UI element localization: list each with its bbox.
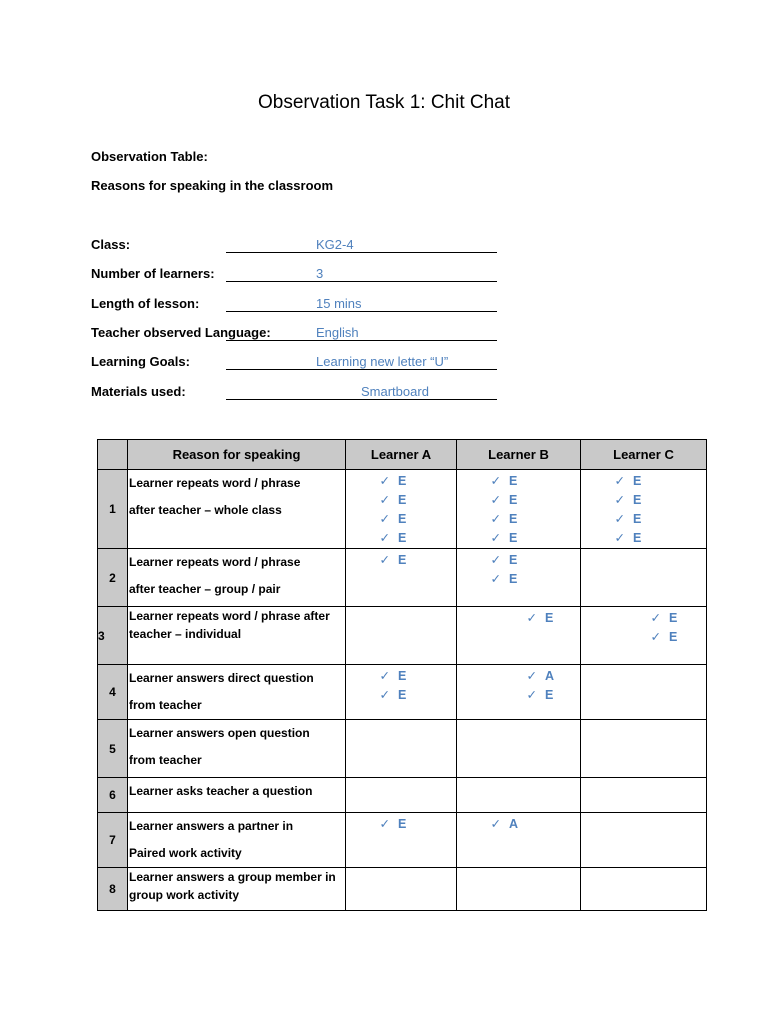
reason-line: teacher – individual xyxy=(129,627,242,641)
table-row xyxy=(98,778,707,813)
learner-b-cell xyxy=(457,549,581,607)
learner-c-cell xyxy=(581,778,707,813)
row-number: 3 xyxy=(98,607,128,665)
learner-c-cell xyxy=(581,470,707,549)
check-icon: ✓ xyxy=(526,688,537,702)
field-label: Number of learners: xyxy=(91,266,215,281)
mark-entry xyxy=(457,667,580,686)
row-number: 6 xyxy=(98,778,128,813)
mark-entry xyxy=(457,510,580,529)
learner-a-cell xyxy=(346,549,457,607)
learner-a-cell xyxy=(346,665,457,720)
field-underline xyxy=(226,265,497,282)
row-number: 7 xyxy=(98,813,128,868)
check-icon: ✓ xyxy=(490,493,501,507)
field-value: Smartboard xyxy=(361,384,429,399)
mark-entry xyxy=(581,472,706,491)
mark-entry xyxy=(581,609,706,628)
reason-cell xyxy=(128,720,346,778)
check-icon: ✓ xyxy=(490,474,501,488)
learner-b-cell xyxy=(457,778,581,813)
reason-line: from teacher xyxy=(129,698,202,712)
mark-value: E xyxy=(633,474,642,488)
row-number: 2 xyxy=(98,549,128,607)
check-icon: ✓ xyxy=(490,531,501,545)
reason-line: Learner repeats word / phrase xyxy=(129,476,301,490)
mark-value: E xyxy=(509,512,518,526)
mark-value: E xyxy=(633,531,642,545)
field-label: Teacher observed Language: xyxy=(91,325,271,340)
reason-cell xyxy=(128,665,346,720)
reason-line: Learner answers a group member in xyxy=(129,870,336,884)
mark-value: E xyxy=(669,611,678,625)
check-icon: ✓ xyxy=(526,611,537,625)
learner-b-cell xyxy=(457,665,581,720)
learner-a-cell xyxy=(346,607,457,665)
check-icon: ✓ xyxy=(614,474,625,488)
learner-a-cell xyxy=(346,868,457,911)
mark-value: E xyxy=(398,553,407,567)
mark-entry xyxy=(457,570,580,589)
mark-value: E xyxy=(633,493,642,507)
mark-entry xyxy=(457,472,580,491)
learner-b-cell xyxy=(457,868,581,911)
check-icon: ✓ xyxy=(526,669,537,683)
check-icon: ✓ xyxy=(614,531,625,545)
mark-entry xyxy=(581,510,706,529)
mark-entry xyxy=(581,628,706,647)
mark-value: A xyxy=(509,817,519,831)
mark-value: E xyxy=(509,572,518,586)
mark-entry xyxy=(581,529,706,548)
reason-line: after teacher – group / pair xyxy=(129,582,281,596)
learner-c-cell xyxy=(581,813,707,868)
check-icon: ✓ xyxy=(379,512,390,526)
learner-c-cell xyxy=(581,665,707,720)
mark-entry xyxy=(346,686,456,705)
learner-a-cell xyxy=(346,720,457,778)
mark-entry xyxy=(346,529,456,548)
table-row xyxy=(98,665,707,720)
reason-line: Paired work activity xyxy=(129,846,242,860)
header-number xyxy=(98,440,128,470)
check-icon: ✓ xyxy=(490,817,501,831)
mark-entry xyxy=(581,491,706,510)
reason-line: after teacher – whole class xyxy=(129,503,282,517)
mark-value: E xyxy=(509,553,518,567)
check-icon: ✓ xyxy=(379,553,390,567)
learner-b-cell xyxy=(457,607,581,665)
reason-line: Learner answers open question xyxy=(129,726,310,740)
check-icon: ✓ xyxy=(379,531,390,545)
reason-line: group work activity xyxy=(129,888,240,902)
row-number: 8 xyxy=(98,868,128,911)
check-icon: ✓ xyxy=(379,817,390,831)
learner-b-cell xyxy=(457,720,581,778)
mark-value: E xyxy=(509,493,518,507)
table-row xyxy=(98,868,707,911)
reason-line: Learner repeats word / phrase xyxy=(129,555,301,569)
field-underline xyxy=(226,236,497,253)
mark-entry xyxy=(457,529,580,548)
learner-b-cell xyxy=(457,470,581,549)
mark-value: E xyxy=(669,630,678,644)
reason-line: Learner repeats word / phrase after xyxy=(129,609,330,623)
learner-b-cell xyxy=(457,813,581,868)
mark-entry xyxy=(346,551,456,570)
field-value: English xyxy=(316,325,359,340)
check-icon: ✓ xyxy=(614,512,625,526)
learner-c-cell xyxy=(581,607,707,665)
mark-entry xyxy=(457,551,580,570)
mark-value: E xyxy=(398,688,407,702)
learner-a-cell xyxy=(346,470,457,549)
header-learner-b: Learner B xyxy=(457,440,581,470)
mark-entry xyxy=(346,815,456,834)
mark-value: E xyxy=(633,512,642,526)
reason-line: Learner answers a partner in xyxy=(129,819,294,833)
mark-value: E xyxy=(398,531,407,545)
mark-value: A xyxy=(545,669,555,683)
mark-value: E xyxy=(545,611,554,625)
check-icon: ✓ xyxy=(490,553,501,567)
check-icon: ✓ xyxy=(614,493,625,507)
field-label: Materials used: xyxy=(91,384,186,399)
field-value: KG2-4 xyxy=(316,237,354,252)
reason-line: Learner asks teacher a question xyxy=(129,784,313,798)
mark-entry xyxy=(346,667,456,686)
check-icon: ✓ xyxy=(490,512,501,526)
check-icon: ✓ xyxy=(379,474,390,488)
mark-value: E xyxy=(509,474,518,488)
table-row xyxy=(98,720,707,778)
reason-line: Learner answers direct question xyxy=(129,671,314,685)
check-icon: ✓ xyxy=(379,669,390,683)
check-icon: ✓ xyxy=(650,611,661,625)
mark-value: E xyxy=(545,688,554,702)
mark-value: E xyxy=(509,531,518,545)
field-label: Class: xyxy=(91,237,131,252)
observation-table xyxy=(97,439,707,911)
reason-line: from teacher xyxy=(129,753,202,767)
mark-entry xyxy=(457,491,580,510)
check-icon: ✓ xyxy=(379,688,390,702)
mark-entry xyxy=(457,815,580,834)
mark-entry xyxy=(457,609,580,628)
reason-cell xyxy=(128,868,346,911)
field-value: Learning new letter “U” xyxy=(316,354,449,369)
document-title: Observation Task 1: Chit Chat xyxy=(257,92,511,113)
mark-value: E xyxy=(398,493,407,507)
reason-cell xyxy=(128,778,346,813)
mark-entry xyxy=(457,686,580,705)
reason-cell xyxy=(128,549,346,607)
reasons-heading: Reasons for speaking in the classroom xyxy=(91,178,334,193)
reason-cell xyxy=(128,470,346,549)
mark-value: E xyxy=(398,474,407,488)
mark-entry xyxy=(346,491,456,510)
field-underline xyxy=(226,324,497,341)
table-row xyxy=(98,549,707,607)
mark-entry xyxy=(346,472,456,491)
mark-value: E xyxy=(398,817,407,831)
learner-a-cell xyxy=(346,778,457,813)
field-value: 15 mins xyxy=(316,296,362,311)
check-icon: ✓ xyxy=(379,493,390,507)
mark-value: E xyxy=(398,669,407,683)
mark-value: E xyxy=(398,512,407,526)
field-value: 3 xyxy=(316,266,324,281)
check-icon: ✓ xyxy=(650,630,661,644)
header-learner-a: Learner A xyxy=(346,440,457,470)
header-reason: Reason for speaking xyxy=(128,440,346,470)
learner-c-cell xyxy=(581,549,707,607)
field-label: Learning Goals: xyxy=(91,354,190,369)
row-number: 4 xyxy=(98,665,128,720)
check-icon: ✓ xyxy=(490,572,501,586)
row-number: 1 xyxy=(98,470,128,549)
observation-table-heading: Observation Table: xyxy=(91,149,208,164)
mark-entry xyxy=(346,510,456,529)
reason-cell xyxy=(128,607,346,665)
learner-c-cell xyxy=(581,868,707,911)
reason-cell xyxy=(128,813,346,868)
table-row xyxy=(98,813,707,868)
learner-a-cell xyxy=(346,813,457,868)
header-learner-c: Learner C xyxy=(581,440,707,470)
field-label: Length of lesson: xyxy=(91,296,200,311)
table-row xyxy=(98,470,707,549)
row-number: 5 xyxy=(98,720,128,778)
learner-c-cell xyxy=(581,720,707,778)
table-header-row xyxy=(98,440,707,470)
table-row xyxy=(98,607,707,665)
